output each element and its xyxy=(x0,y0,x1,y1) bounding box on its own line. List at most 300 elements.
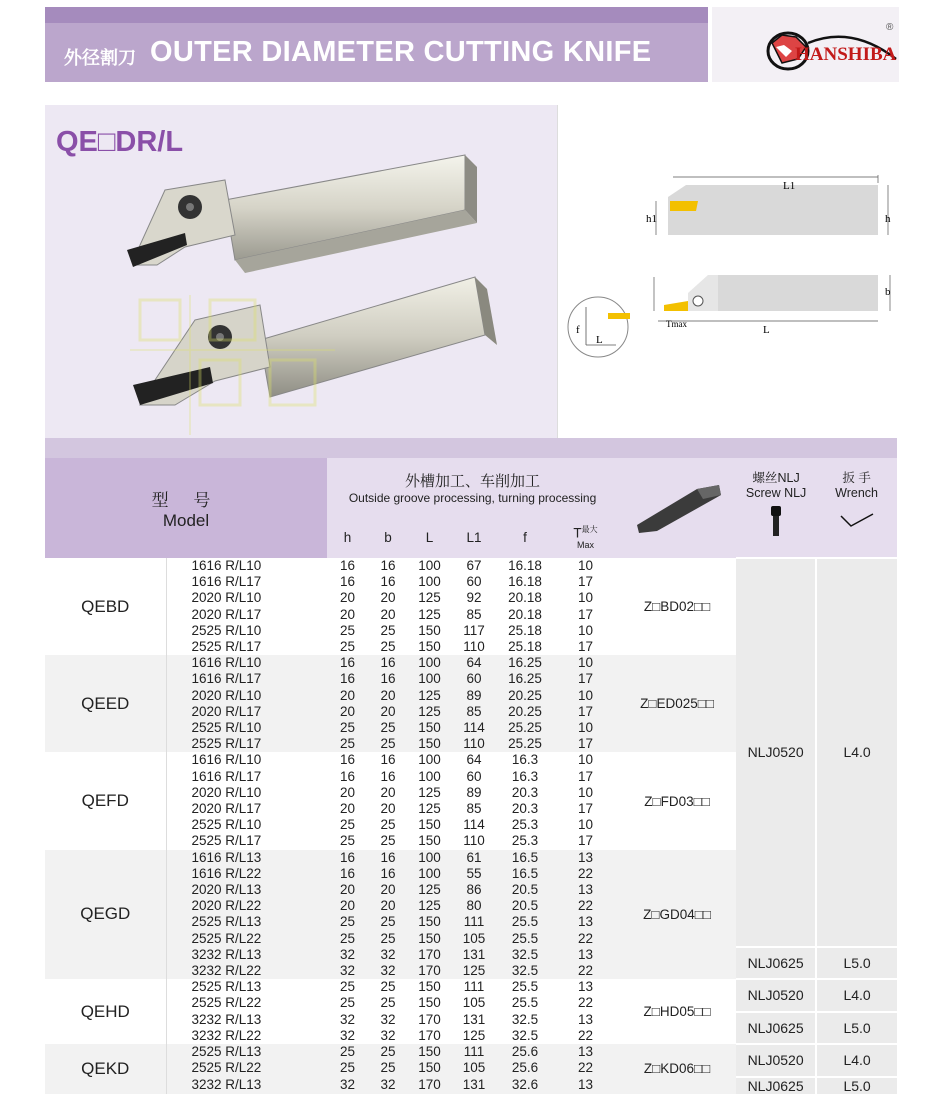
spec-cell: 1616 R/L17 xyxy=(166,671,327,687)
spec-cell: 2020 R/L17 xyxy=(166,607,327,623)
dim-cell: 17 xyxy=(553,704,618,720)
dim-cell: 16 xyxy=(327,558,368,574)
dim-cell: 25 xyxy=(368,1044,408,1060)
dim-cell: 114 xyxy=(451,720,497,736)
dimension-diagram xyxy=(558,105,899,438)
dim-cell: 16 xyxy=(368,558,408,574)
dim-cell: 25 xyxy=(327,817,368,833)
top-view xyxy=(654,275,891,336)
wrench-header-en: Wrench xyxy=(835,486,879,500)
dim-cell: 20 xyxy=(327,882,368,898)
process-header-cn: 外槽加工、车削加工 xyxy=(405,472,541,490)
spec-cell: 2020 R/L13 xyxy=(166,882,327,898)
dim-cell: 170 xyxy=(408,963,451,979)
screw-cell: NLJ0520 xyxy=(736,1044,816,1076)
model-cell: QEBD xyxy=(45,558,166,655)
dim-cell: 17 xyxy=(553,574,618,590)
spec-cell: 2020 R/L10 xyxy=(166,785,327,801)
dim-cell: 20 xyxy=(368,688,408,704)
dim-cell: 100 xyxy=(408,850,451,866)
dim-cell: 150 xyxy=(408,623,451,639)
col-T-label: T xyxy=(573,525,582,541)
dim-cell: 13 xyxy=(553,1044,618,1060)
dim-cell: 16.25 xyxy=(497,655,553,671)
dim-cell: 117 xyxy=(451,623,497,639)
dim-cell: 25 xyxy=(327,914,368,930)
dim-cell: 25.5 xyxy=(497,914,553,930)
dim-cell: 10 xyxy=(553,720,618,736)
dim-cell: 16 xyxy=(327,752,368,768)
dim-cell: 32 xyxy=(327,1028,368,1044)
dim-cell: 60 xyxy=(451,671,497,687)
dim-cell: 60 xyxy=(451,769,497,785)
dim-cell: 105 xyxy=(451,1060,497,1076)
dim-cell: 67 xyxy=(451,558,497,574)
dim-cell: 16 xyxy=(368,671,408,687)
dim-cell: 10 xyxy=(553,590,618,606)
insert-model-cell: Z□BD02□□ xyxy=(618,558,736,655)
label-h1: h1 xyxy=(646,213,657,225)
dim-cell: 105 xyxy=(451,931,497,947)
dim-cell: 10 xyxy=(553,785,618,801)
dim-cell: 25 xyxy=(368,995,408,1011)
table-row xyxy=(45,979,897,995)
screw-cell: NLJ0625 xyxy=(736,947,816,979)
insert-model-cell: Z□GD04□□ xyxy=(618,850,736,980)
dim-cell: 170 xyxy=(408,1028,451,1044)
dim-cell: 20.3 xyxy=(497,785,553,801)
insert-model-cell: Z□HD05□□ xyxy=(618,979,736,1044)
section-divider xyxy=(45,438,897,458)
dim-cell: 32.5 xyxy=(497,947,553,963)
wrench-cell: L5.0 xyxy=(816,1077,897,1094)
dim-cell: 20.18 xyxy=(497,607,553,623)
dim-cell: 25 xyxy=(368,817,408,833)
table-body xyxy=(45,558,897,1094)
label-f: f xyxy=(576,324,580,336)
dim-cell: 111 xyxy=(451,1044,497,1060)
dim-cell: 16 xyxy=(327,671,368,687)
dim-cell: 64 xyxy=(451,655,497,671)
model-header xyxy=(45,458,327,558)
dim-cell: 100 xyxy=(408,769,451,785)
label-L: L xyxy=(763,324,770,336)
dim-cell: 150 xyxy=(408,720,451,736)
dim-cell: 25.6 xyxy=(497,1060,553,1076)
dim-cell: 20 xyxy=(327,607,368,623)
dim-cell: 22 xyxy=(553,963,618,979)
spec-cell: 1616 R/L17 xyxy=(166,574,327,590)
insert-image-header xyxy=(618,458,736,558)
dim-cell: 16.18 xyxy=(497,574,553,590)
dim-cell: 16.5 xyxy=(497,850,553,866)
dim-cell: 25.5 xyxy=(497,931,553,947)
dim-cell: 32 xyxy=(327,1077,368,1094)
label-L-detail: L xyxy=(596,334,603,346)
spec-cell: 2525 R/L10 xyxy=(166,720,327,736)
dim-cell: 110 xyxy=(451,736,497,752)
col-L-header: L xyxy=(408,516,451,558)
dim-cell: 13 xyxy=(553,882,618,898)
dim-cell: 16 xyxy=(368,769,408,785)
dim-cell: 20.18 xyxy=(497,590,553,606)
dim-cell: 17 xyxy=(553,639,618,655)
spec-cell: 2525 R/L17 xyxy=(166,833,327,849)
dim-cell: 150 xyxy=(408,1060,451,1076)
label-L1: L1 xyxy=(783,180,796,192)
table-header-row-1 xyxy=(45,458,897,516)
dim-cell: 13 xyxy=(553,850,618,866)
dim-cell: 32.5 xyxy=(497,963,553,979)
dim-cell: 16 xyxy=(368,574,408,590)
insert-model-cell: Z□FD03□□ xyxy=(618,752,736,849)
dim-cell: 85 xyxy=(451,607,497,623)
dim-cell: 10 xyxy=(553,752,618,768)
dim-cell: 150 xyxy=(408,639,451,655)
dim-cell: 20 xyxy=(368,590,408,606)
dim-cell: 20 xyxy=(327,898,368,914)
label-b: b xyxy=(885,286,891,298)
dim-cell: 16 xyxy=(327,866,368,882)
dim-cell: 25 xyxy=(327,736,368,752)
dim-cell: 105 xyxy=(451,995,497,1011)
spec-cell: 3232 R/L22 xyxy=(166,1028,327,1044)
dim-cell: 17 xyxy=(553,833,618,849)
dim-cell: 20 xyxy=(368,882,408,898)
dim-cell: 20.5 xyxy=(497,882,553,898)
col-b-header: b xyxy=(368,516,408,558)
brand-name: HANSHIBA xyxy=(795,44,897,65)
dim-cell: 125 xyxy=(408,898,451,914)
spec-cell: 3232 R/L22 xyxy=(166,963,327,979)
dim-cell: 85 xyxy=(451,704,497,720)
dim-cell: 16 xyxy=(327,850,368,866)
dim-cell: 25 xyxy=(368,639,408,655)
dim-cell: 131 xyxy=(451,1077,497,1094)
dim-cell: 32 xyxy=(368,963,408,979)
dim-cell: 100 xyxy=(408,655,451,671)
dim-cell: 25 xyxy=(327,720,368,736)
dim-cell: 32 xyxy=(327,1012,368,1028)
dim-cell: 111 xyxy=(451,979,497,995)
dim-cell: 25 xyxy=(327,979,368,995)
dim-cell: 32 xyxy=(327,963,368,979)
dim-cell: 20.3 xyxy=(497,801,553,817)
dim-cell: 25 xyxy=(368,833,408,849)
dim-cell: 125 xyxy=(408,882,451,898)
detail-circle xyxy=(568,297,630,357)
dim-cell: 10 xyxy=(553,817,618,833)
dim-cell: 100 xyxy=(408,671,451,687)
dim-cell: 16 xyxy=(327,769,368,785)
side-view xyxy=(646,175,891,235)
dim-cell: 131 xyxy=(451,1012,497,1028)
dim-cell: 22 xyxy=(553,1060,618,1076)
dim-cell: 17 xyxy=(553,736,618,752)
dim-cell: 16 xyxy=(368,752,408,768)
dim-cell: 20 xyxy=(368,607,408,623)
dim-cell: 16.25 xyxy=(497,671,553,687)
dim-cell: 25.3 xyxy=(497,833,553,849)
wrench-cell: L4.0 xyxy=(816,558,897,947)
spec-cell: 2525 R/L22 xyxy=(166,1060,327,1076)
upper-tool-holder xyxy=(127,155,477,273)
dim-cell: 111 xyxy=(451,914,497,930)
dim-cell: 150 xyxy=(408,995,451,1011)
dim-cell: 20 xyxy=(327,688,368,704)
dim-cell: 25.25 xyxy=(497,736,553,752)
dim-cell: 150 xyxy=(408,833,451,849)
dim-cell: 60 xyxy=(451,574,497,590)
dim-cell: 25 xyxy=(327,995,368,1011)
dim-cell: 16 xyxy=(368,655,408,671)
insert-model-cell: Z□KD06□□ xyxy=(618,1044,736,1093)
model-cell: QEED xyxy=(45,655,166,752)
dim-cell: 110 xyxy=(451,639,497,655)
dim-cell: 25 xyxy=(368,736,408,752)
spec-cell: 2020 R/L17 xyxy=(166,801,327,817)
dim-cell: 100 xyxy=(408,558,451,574)
dim-cell: 32 xyxy=(368,1077,408,1094)
dim-cell: 25 xyxy=(368,931,408,947)
col-T-max: Max xyxy=(577,539,595,550)
table-row xyxy=(45,558,897,574)
dim-cell: 13 xyxy=(553,914,618,930)
model-header-en: Model xyxy=(162,510,210,530)
spec-cell: 2525 R/L13 xyxy=(166,914,327,930)
dim-cell: 125 xyxy=(451,1028,497,1044)
col-h-header: h xyxy=(327,516,368,558)
dim-cell: 32.5 xyxy=(497,1028,553,1044)
dim-cell: 13 xyxy=(553,1012,618,1028)
dim-cell: 150 xyxy=(408,979,451,995)
screw-cell: NLJ0520 xyxy=(736,558,816,947)
spec-cell: 2525 R/L22 xyxy=(166,995,327,1011)
model-cell: QEHD xyxy=(45,979,166,1044)
spec-cell: 2525 R/L13 xyxy=(166,979,327,995)
dim-cell: 10 xyxy=(553,655,618,671)
model-header-cn: 型 号 xyxy=(151,490,221,510)
process-header-en: Outside groove processing, turning processing xyxy=(348,490,597,505)
dim-cell: 22 xyxy=(553,898,618,914)
dim-cell: 150 xyxy=(408,736,451,752)
dim-cell: 25 xyxy=(368,1060,408,1076)
dim-cell: 89 xyxy=(451,785,497,801)
spec-cell: 2525 R/L10 xyxy=(166,817,327,833)
dim-cell: 16 xyxy=(368,866,408,882)
dim-cell: 100 xyxy=(408,866,451,882)
dim-cell: 86 xyxy=(451,882,497,898)
wrench-header xyxy=(816,458,897,558)
col-T-cn: 最大 xyxy=(581,525,598,535)
insert-blade-icon xyxy=(627,477,727,537)
product-title: QE□DR/L xyxy=(56,126,184,158)
dim-cell: 92 xyxy=(451,590,497,606)
dim-cell: 150 xyxy=(408,817,451,833)
dim-cell: 32.6 xyxy=(497,1077,553,1094)
dim-cell: 32 xyxy=(368,1028,408,1044)
dim-cell: 16 xyxy=(327,655,368,671)
dim-cell: 25 xyxy=(327,931,368,947)
dim-cell: 20.25 xyxy=(497,688,553,704)
dim-cell: 20.25 xyxy=(497,704,553,720)
screw-cell: NLJ0625 xyxy=(736,1077,816,1094)
dim-cell: 17 xyxy=(553,801,618,817)
wrench-header-cn: 扳 手 xyxy=(842,471,871,485)
wrench-cell: L5.0 xyxy=(816,1012,897,1044)
spec-cell: 2525 R/L10 xyxy=(166,623,327,639)
dim-cell: 150 xyxy=(408,914,451,930)
dim-cell: 170 xyxy=(408,947,451,963)
dim-cell: 16.3 xyxy=(497,769,553,785)
wrench-icon xyxy=(837,504,877,534)
dim-cell: 20.5 xyxy=(497,898,553,914)
dim-cell: 125 xyxy=(408,607,451,623)
dim-cell: 20 xyxy=(368,785,408,801)
col-L1-header: L1 xyxy=(451,516,497,558)
label-Tmax: Tmax xyxy=(666,319,687,329)
dim-cell: 10 xyxy=(553,688,618,704)
spec-cell: 3232 R/L13 xyxy=(166,1077,327,1094)
dim-cell: 20 xyxy=(368,898,408,914)
model-cell: QEKD xyxy=(45,1044,166,1093)
dim-cell: 61 xyxy=(451,850,497,866)
screw-cell: NLJ0625 xyxy=(736,1012,816,1044)
dim-cell: 125 xyxy=(408,704,451,720)
dim-cell: 125 xyxy=(408,688,451,704)
dim-cell: 13 xyxy=(553,1077,618,1094)
dim-cell: 25.6 xyxy=(497,1044,553,1060)
dim-cell: 32.5 xyxy=(497,1012,553,1028)
insert-model-cell: Z□ED025□□ xyxy=(618,655,736,752)
dim-cell: 32 xyxy=(368,947,408,963)
spec-cell: 1616 R/L10 xyxy=(166,752,327,768)
dim-cell: 125 xyxy=(408,785,451,801)
dim-cell: 150 xyxy=(408,1044,451,1060)
screw-icon xyxy=(766,504,786,540)
dim-cell: 25 xyxy=(368,914,408,930)
wrench-cell: L5.0 xyxy=(816,947,897,979)
dim-cell: 20 xyxy=(368,801,408,817)
col-f-header: f xyxy=(497,516,553,558)
dim-cell: 170 xyxy=(408,1077,451,1094)
dim-cell: 125 xyxy=(408,801,451,817)
model-cell: QEGD xyxy=(45,850,166,980)
dim-cell: 131 xyxy=(451,947,497,963)
dim-cell: 25 xyxy=(368,623,408,639)
dim-cell: 22 xyxy=(553,866,618,882)
dim-cell: 150 xyxy=(408,931,451,947)
dim-cell: 25 xyxy=(368,720,408,736)
dim-cell: 16 xyxy=(327,574,368,590)
dim-cell: 17 xyxy=(553,607,618,623)
dim-cell: 110 xyxy=(451,833,497,849)
dim-cell: 22 xyxy=(553,931,618,947)
spec-cell: 3232 R/L13 xyxy=(166,1012,327,1028)
spec-cell: 2525 R/L17 xyxy=(166,639,327,655)
table-row xyxy=(45,1077,897,1094)
dim-cell: 100 xyxy=(408,574,451,590)
header-top-bar xyxy=(45,7,708,23)
spec-cell: 2525 R/L22 xyxy=(166,931,327,947)
dim-cell: 16.3 xyxy=(497,752,553,768)
spec-cell: 1616 R/L10 xyxy=(166,655,327,671)
dim-cell: 22 xyxy=(553,995,618,1011)
dim-cell: 25 xyxy=(368,979,408,995)
header-title-en: OUTER DIAMETER CUTTING KNIFE xyxy=(150,36,652,68)
spec-cell: 1616 R/L13 xyxy=(166,850,327,866)
dim-cell: 20 xyxy=(327,704,368,720)
dim-cell: 25 xyxy=(327,1044,368,1060)
wrench-cell: L4.0 xyxy=(816,979,897,1011)
dim-cell: 22 xyxy=(553,1028,618,1044)
dimension-diagram-panel xyxy=(557,105,899,438)
spec-cell: 1616 R/L22 xyxy=(166,866,327,882)
dim-cell: 17 xyxy=(553,671,618,687)
dim-cell: 13 xyxy=(553,979,618,995)
dim-cell: 25.18 xyxy=(497,623,553,639)
dim-cell: 20 xyxy=(368,704,408,720)
spec-cell: 1616 R/L10 xyxy=(166,558,327,574)
dim-cell: 25.3 xyxy=(497,817,553,833)
dim-cell: 125 xyxy=(451,963,497,979)
dim-cell: 85 xyxy=(451,801,497,817)
col-T-header xyxy=(553,516,618,558)
dim-cell: 32 xyxy=(327,947,368,963)
dim-cell: 114 xyxy=(451,817,497,833)
dim-cell: 89 xyxy=(451,688,497,704)
dim-cell: 16.18 xyxy=(497,558,553,574)
dim-cell: 10 xyxy=(553,558,618,574)
spec-cell: 1616 R/L17 xyxy=(166,769,327,785)
label-h: h xyxy=(885,213,891,225)
spec-cell: 2020 R/L10 xyxy=(166,688,327,704)
dim-cell: 20 xyxy=(327,801,368,817)
dim-cell: 25 xyxy=(327,833,368,849)
spec-cell: 2525 R/L13 xyxy=(166,1044,327,1060)
table-row xyxy=(45,1012,897,1028)
dim-cell: 25 xyxy=(327,623,368,639)
model-cell: QEFD xyxy=(45,752,166,849)
dim-cell: 13 xyxy=(553,947,618,963)
spec-cell: 3232 R/L13 xyxy=(166,947,327,963)
screw-header-en: Screw NLJ xyxy=(745,486,807,500)
wrench-cell: L4.0 xyxy=(816,1044,897,1076)
dim-cell: 16 xyxy=(368,850,408,866)
dim-cell: 16.5 xyxy=(497,866,553,882)
dim-cell: 17 xyxy=(553,769,618,785)
dim-cell: 25.18 xyxy=(497,639,553,655)
dim-cell: 55 xyxy=(451,866,497,882)
dim-cell: 32 xyxy=(368,1012,408,1028)
dim-cell: 25 xyxy=(327,1060,368,1076)
dim-cell: 100 xyxy=(408,752,451,768)
table-row xyxy=(45,1044,897,1060)
process-header xyxy=(327,458,618,516)
dim-cell: 25.5 xyxy=(497,995,553,1011)
dim-cell: 80 xyxy=(451,898,497,914)
dim-cell: 64 xyxy=(451,752,497,768)
specification-table xyxy=(45,458,897,1094)
spec-cell: 2020 R/L17 xyxy=(166,704,327,720)
spec-cell: 2525 R/L17 xyxy=(166,736,327,752)
header-title-cn: 外径割刀 xyxy=(64,48,136,68)
dim-cell: 25.25 xyxy=(497,720,553,736)
dim-cell: 170 xyxy=(408,1012,451,1028)
screw-header-cn: 螺丝NLJ xyxy=(752,471,800,485)
spec-cell: 2020 R/L22 xyxy=(166,898,327,914)
dim-cell: 25 xyxy=(327,639,368,655)
